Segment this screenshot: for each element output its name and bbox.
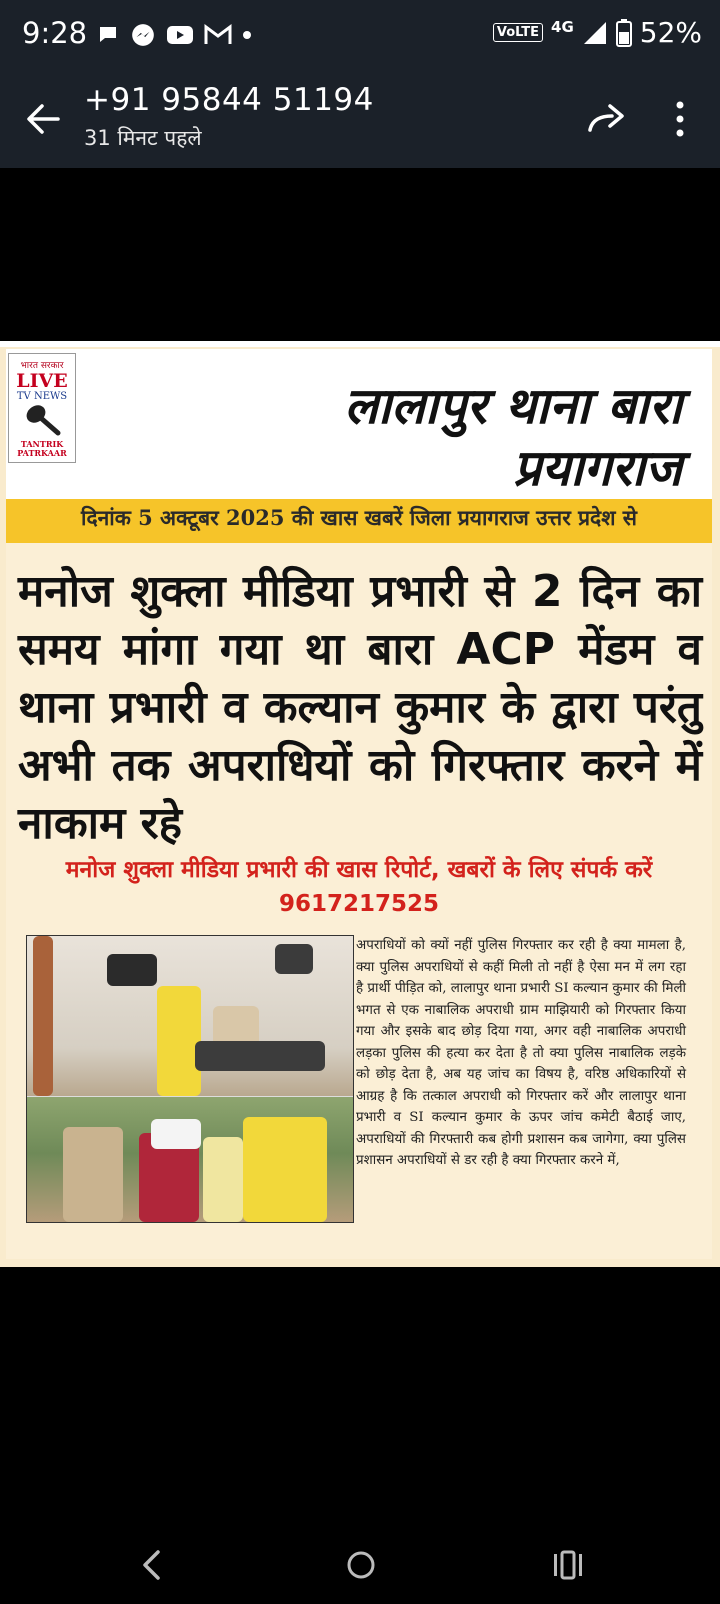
messenger-icon	[130, 22, 156, 48]
masthead	[162, 375, 682, 499]
forward-icon[interactable]	[586, 100, 626, 136]
signal-icon	[582, 20, 608, 46]
nav-recents-icon[interactable]	[552, 1550, 584, 1580]
news-photos	[26, 935, 354, 1223]
logo-line3: TV NEWS	[16, 391, 68, 402]
nav-home-icon[interactable]	[346, 1550, 376, 1580]
system-nav-bar	[0, 1524, 720, 1604]
nav-back-icon[interactable]	[140, 1548, 162, 1582]
back-arrow-icon[interactable]	[24, 100, 62, 138]
photo-villagers	[27, 1097, 353, 1222]
chat-bubble-icon	[96, 23, 120, 47]
poster-header	[6, 349, 712, 499]
logo-line5: PATRKAAR	[17, 448, 67, 458]
app-bar	[0, 70, 720, 168]
logo-line4: TANTRIK	[20, 439, 64, 449]
masthead-line2: प्रयागराज	[512, 439, 682, 497]
masthead-line1: लालापुर थाना बारा	[344, 377, 682, 435]
date-band: दिनांक 5 अक्टूबर 2025 की खास खबरें जिला प्रयागराज उत्तर प्रदेश से	[6, 499, 712, 543]
status-right	[493, 16, 702, 49]
sent-time: 31 मिनट पहले	[84, 126, 202, 150]
battery-level: 52%	[639, 16, 702, 49]
status-time: 9:28	[22, 16, 88, 50]
microphone-icon	[22, 402, 62, 436]
headline: मनोज शुक्ला मीडिया प्रभारी से 2 दिन का समय मांगा गया था बारा ACP मेंडम व थाना प्रभारी व कल्यान कुमार के द्वारा परंतु अभी तक अपराधियों को गिरफ्तार करने में नाकाम रहे	[18, 566, 702, 849]
more-options-icon[interactable]	[670, 100, 690, 138]
logo-line1: भारत सरकार	[20, 361, 64, 371]
youtube-icon	[166, 24, 194, 46]
gmail-icon	[204, 24, 232, 46]
sender-number: +91 95844 51194	[84, 82, 374, 118]
logo-line2: LIVE	[16, 370, 68, 392]
battery-icon	[616, 19, 632, 47]
status-bar	[0, 0, 720, 70]
notification-icons	[96, 20, 252, 50]
poster-content	[6, 349, 712, 1259]
network-type: 4G	[551, 17, 574, 36]
channel-logo	[8, 353, 76, 463]
news-poster-image[interactable]	[0, 341, 720, 1267]
report-contact-line: मनोज शुक्ला मीडिया प्रभारी की खास रिपोर्ट, खबरों के लिए संपर्क करें 9617217525	[65, 857, 653, 917]
volte-badge: VoLTE	[493, 23, 543, 42]
article-body: अपराधियों को क्यों नहीं पुलिस गिरफ्तार कर रही है क्या मामला है, क्या पुलिस अपराधियों से कहीं मिली तो नहीं है ऐसा मन में लग रहा है प्रार्थी पीड़ित को, लालापुर थाना प्रभारी SI कल्यान कुमार की मिली भगत से एक नाबालिक अपराधी ग्राम माझियारी को गिरफ्तार किया गया और इसके बाद छोड़ दिया गया, अगर वही नाबालिक अपराधी लड़का पुलिस की हत्या कर देता है तो क्या पुलिस नाबालिक लड़के को छोड़ देता है, अब यह जांच का विषय है, वरिष्ठ अधिकारियों से आग्रह है कि तत्काल अपराधी को गिरफ्तार करें और लालापुर थाना प्रभारी व SI कल्यान कुमार के ऊपर जांच कमेटी बैठाई जाए, अपराधियों की गिरफ्तारी कब होगी प्रशासन कब जागेगा, क्या पुलिस प्रशासन अपराधियों से डर रही है क्या गिरफ्तार करने में,	[356, 938, 686, 1168]
dot-icon	[242, 30, 252, 40]
photo-office	[27, 936, 353, 1096]
